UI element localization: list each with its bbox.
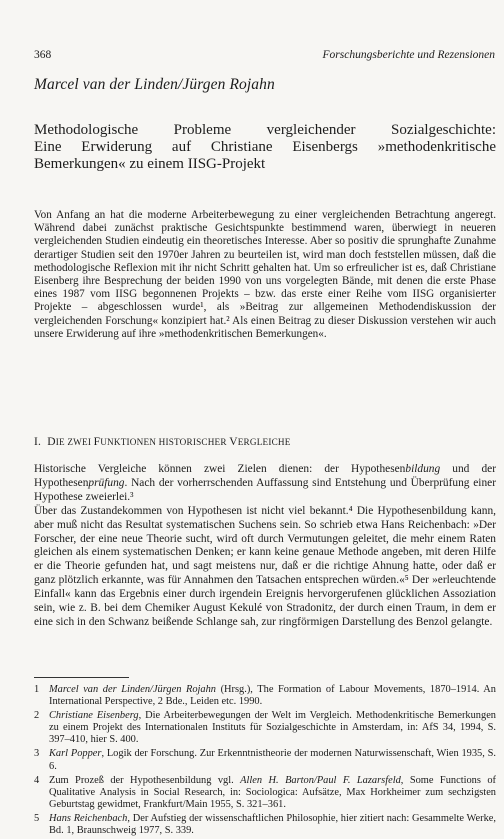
section-title-part: UNKTIONEN HISTORISCHER (100, 437, 230, 447)
abstract (34, 209, 496, 341)
abstract-text: Von Anfang an hat die moderne Arbeiterbewegung zu einer vergleichenden Betrachtung angeregt. Während dabei zunächst praktische Gesichtspunkte bestimmend waren, überwiegt in neueren vergleichenden Studien eindeutig ein theoretisches Interesse. Aber so positiv die sprunghafte Zunahme derartiger Studien seit den 1970er Jahren zu beurteilen ist, wird man doch feststellen müssen, daß die methodologische Reflexion mit ihr nicht Schritt gehalten hat. Um so erfreulicher ist es, daß Christiane Eisenberg ihre Besprechung der beiden 1990 von uns vorgelegten Bände, mit denen die erste Phase eines 1987 vom IISG begonnenen Projekts – bzw. das erste einer Reihe vom IISG organisierter Projekte – abgeschlossen wurde¹, als »Beitrag zur allgemeinen Methodendiskussion der vergleichenden Forschung« konzipiert hat.² Als einen Beitrag zu dieser Diskussion verstehen wir auch unsere Erwiderung auf ihre »methodenkritischen Bemerkungen«. (34, 209, 496, 340)
footnote-rule (34, 677, 129, 678)
footnote-author: Allen H. Barton/Paul F. Lazarsfeld (240, 774, 401, 786)
section-title-part: ERGLEICHE (237, 437, 291, 447)
body-text (34, 463, 496, 630)
footnote (34, 684, 496, 708)
footnote-number: 1 (34, 684, 40, 695)
title-line: Eine Erwiderung auf Christiane Eisenbergs »methodenkritische (34, 139, 496, 155)
running-title: Forschungsberichte und Rezensionen (322, 49, 495, 61)
footnotes (34, 684, 496, 839)
footnote-body: , Der Aufstieg der wissenschaftlichen Philosophie, hier zitiert nach: Gesammelte Werke, Bd. 1, Braunschweig 1977, S. 339. (49, 812, 496, 837)
page-number: 368 (34, 49, 52, 61)
footnote-number: 2 (34, 710, 40, 722)
article-title (34, 122, 496, 173)
footnote (34, 710, 496, 746)
footnote-body: Zum Prozeß der Hypothesenbildung vgl. (49, 774, 241, 786)
footnote-number: 5 (34, 812, 40, 824)
footnote-number: 3 (34, 748, 40, 760)
emphasis: prüfung (88, 476, 125, 489)
section-title-part: D (47, 436, 56, 448)
section-title-part: F (93, 436, 101, 448)
paragraph (34, 463, 496, 505)
footnote-body: , Some Functions of Qualitative Analysis in Social Research, in: Sociologica: Aufsätze, Max Horkheimer zum sechzigsten Geburtstag gewidmet, Frankfurt/Main 1955, S. 321–361. (49, 774, 497, 810)
footnote-text (49, 684, 496, 708)
section-title-part: IE ZWEI (55, 437, 94, 447)
footnote-text (49, 775, 496, 811)
footnote-author: Karl Popper (49, 748, 102, 760)
footnote (34, 813, 496, 837)
footnote-text (49, 710, 496, 746)
footnote-text (49, 748, 496, 772)
running-header (34, 49, 495, 61)
text-run: und der Hypothesen (34, 463, 497, 489)
footnote-author: Hans Reichenbach (49, 812, 128, 824)
footnote-author: Christiane Eisenberg (49, 710, 139, 722)
text-run: Historische Vergleiche können zwei Zielen dienen: der Hypothesen (34, 463, 406, 475)
title-line: Bemerkungen« zu einem IISG-Projekt (34, 156, 266, 172)
footnote-body: , Logik der Forschung. Zur Erkenntnistheorie der modernen Naturwissenschaft, Wien 1935, S. 6. (49, 748, 496, 772)
footnote-body: (Hrsg.), The Formation of Labour Movements, 1870–1914. An International Perspective, 2 Bde., Leiden etc. 1990. (49, 684, 496, 708)
footnote-author: Marcel van der Linden/Jürgen Rojahn (49, 684, 217, 695)
footnote-body: , Die Arbeiterbewegungen der Welt im Vergleich. Methodenkritische Bemerkungen zu einem Projekt des Internationalen Instituts für Sozialgeschichte in Amsterdam, in: AfS 34, 1994, S. 397–410, hier S. 400. (49, 710, 496, 746)
section-heading (34, 436, 291, 448)
footnote-text (49, 813, 496, 837)
footnote-number: 4 (34, 774, 40, 786)
section-number: I. (34, 436, 42, 448)
article-authors: Marcel van der Linden/Jürgen Rojahn (34, 76, 275, 93)
footnote (34, 775, 496, 811)
text-run: . Nach der vorherrschenden Auffassung sind Entstehung und Überprüfung einer Hypothese zweierlei.³ (34, 476, 496, 503)
paragraph: Über das Zustandekommen von Hypothesen ist nicht viel bekannt.⁴ Die Hypothesenbildung kann, aber muß nicht das Resultat systematischen Suchens sein. So schrieb etwa Hans Reichenbach: »Der Forscher, der eine neue Theorie sucht, wird oft durch Vermutungen geleitet, die mehr einem Raten gleichen als einem systematischen Denken; er kann keine genaue Methode angeben, mit deren Hilfe er die Theorie gefunden hat, und sagt meistens nur, daß er die richtige Ahnung hatte, oder daß er ganz plötzlich erkannte, was für Annahmen den Tatsachen entsprechen würden.«⁵ Der »erleuchtende Einfall« kann das Ergebnis einer durch irgendein Ereignis hervorgerufenen glücklichen Assoziation sein, wie z. B. bei dem Chemiker August Kekulé von Stradonitz, der durch einen Traum, in dem er eine sich in den Schwanz beißende Schlange sah, zur ringförmigen Darstellung des Benzol gelangte. (34, 504, 496, 628)
emphasis: bildung (405, 463, 441, 475)
title-line: Methodologische Probleme vergleichender Sozialgeschichte: (34, 122, 496, 138)
footnote (34, 748, 496, 772)
section-title-part: V (229, 436, 238, 448)
